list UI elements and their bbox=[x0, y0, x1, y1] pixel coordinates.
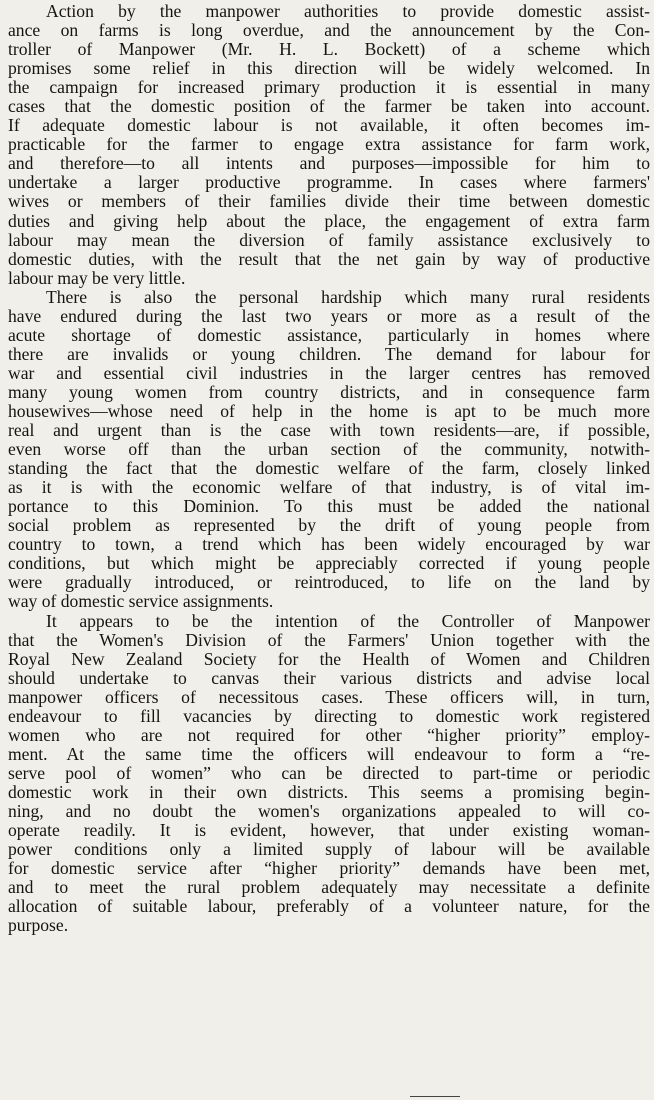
text-line: for domestic service after “higher priority” demands have been met, bbox=[8, 858, 650, 879]
text-line: purpose. bbox=[8, 915, 69, 936]
text-line: labour may mean the diversion of family assistance exclusively to bbox=[8, 229, 650, 250]
text-line: housewives—whose need of help in the home is apt to be much more bbox=[8, 400, 650, 421]
text-line: undertake a larger productive programme. In cases where farmers' bbox=[8, 172, 650, 193]
text-line: wives or members of their families divide their time between domestic bbox=[8, 191, 650, 212]
text-line: If adequate domestic labour is not available, it often becomes im- bbox=[8, 115, 650, 136]
text-line: cases that the domestic position of the farmer be taken into account. bbox=[8, 96, 650, 117]
text-line: should undertake to canvas their various districts and advise local bbox=[8, 667, 650, 688]
text-line: troller of Manpower (Mr. H. L. Bockett) of a scheme which bbox=[8, 39, 650, 60]
text-line: ning, and no doubt the women's organizations appealed to will co- bbox=[8, 800, 650, 821]
text-line: standing the fact that the domestic welfare of the farm, closely linked bbox=[8, 458, 650, 479]
text-line: social problem as represented by the drift of young people from bbox=[8, 515, 650, 536]
text-line: portance to this Dominion. To this must be added the national bbox=[8, 496, 650, 517]
text-line: operate readily. It is evident, however, that under existing woman- bbox=[8, 820, 650, 841]
text-line: promises some relief in this direction will be widely welcomed. In bbox=[8, 58, 650, 79]
text-line: endeavour to fill vacancies by directing to domestic work registered bbox=[8, 705, 650, 726]
text-line: as it is with the economic welfare of that industry, is of vital im- bbox=[8, 477, 650, 498]
text-line: and therefore—to all intents and purposes—impossible for him to bbox=[8, 153, 650, 174]
text-line: country to town, a trend which has been widely encouraged by war bbox=[8, 534, 650, 555]
text-line: There is also the personal hardship which many rural residents bbox=[46, 286, 650, 307]
column-end-rule bbox=[410, 1096, 460, 1097]
text-line: domestic work in their own districts. This seems a promising begin- bbox=[8, 781, 650, 802]
text-line: domestic duties, with the result that the net gain by way of productive bbox=[8, 248, 650, 269]
text-line: that the Women's Division of the Farmers' Union together with the bbox=[8, 629, 650, 650]
article-paragraph-3 bbox=[8, 612, 650, 936]
article-paragraph-1 bbox=[8, 2, 650, 288]
text-line: labour may be very little. bbox=[8, 267, 186, 288]
text-line: practicable for the farmer to engage extra assistance for farm work, bbox=[8, 134, 650, 155]
text-line: war and essential civil industries in the larger centres has removed bbox=[8, 362, 650, 383]
text-line: many young women from country districts, and in consequence farm bbox=[8, 381, 650, 402]
text-line: and to meet the rural problem adequately may necessitate a definite bbox=[8, 877, 650, 898]
text-line: way of domestic service assignments. bbox=[8, 591, 274, 612]
text-line: manpower officers of necessitous cases. These officers will, in turn, bbox=[8, 686, 650, 707]
text-line: acute shortage of domestic assistance, particularly in homes where bbox=[8, 324, 650, 345]
text-line: women who are not required for other “higher priority” employ- bbox=[8, 724, 650, 745]
text-line: ment. At the same time the officers will endeavour to form a “re- bbox=[8, 743, 650, 764]
text-line: real and urgent than is the case with town residents—are, if possible, bbox=[8, 420, 650, 441]
text-line: even worse off than the urban section of the community, notwith- bbox=[8, 439, 650, 460]
text-line: the campaign for increased primary production it is essential in many bbox=[8, 77, 650, 98]
text-line: have endured during the last two years or more as a result of the bbox=[8, 305, 650, 326]
text-line: It appears to be the intention of the Controller of Manpower bbox=[46, 610, 650, 631]
text-line: Action by the manpower authorities to provide domestic assist- bbox=[46, 1, 650, 21]
text-line: allocation of suitable labour, preferably of a volunteer nature, for the bbox=[8, 896, 650, 917]
text-line: power conditions only a limited supply of labour will be available bbox=[8, 839, 650, 860]
text-line: Royal New Zealand Society for the Health of Women and Children bbox=[8, 648, 650, 669]
text-line: serve pool of women” who can be directed to part-time or periodic bbox=[8, 762, 650, 783]
text-line: there are invalids or young children. The demand for labour for bbox=[8, 343, 650, 364]
text-line: duties and giving help about the place, the engagement of extra farm bbox=[8, 210, 650, 231]
text-line: ance on farms is long overdue, and the announcement by the Con- bbox=[8, 20, 650, 41]
text-line: were gradually introduced, or reintroduced, to life on the land by bbox=[8, 572, 650, 593]
text-line: conditions, but which might be appreciably corrected if young people bbox=[8, 553, 650, 574]
article-paragraph-2 bbox=[8, 288, 650, 612]
